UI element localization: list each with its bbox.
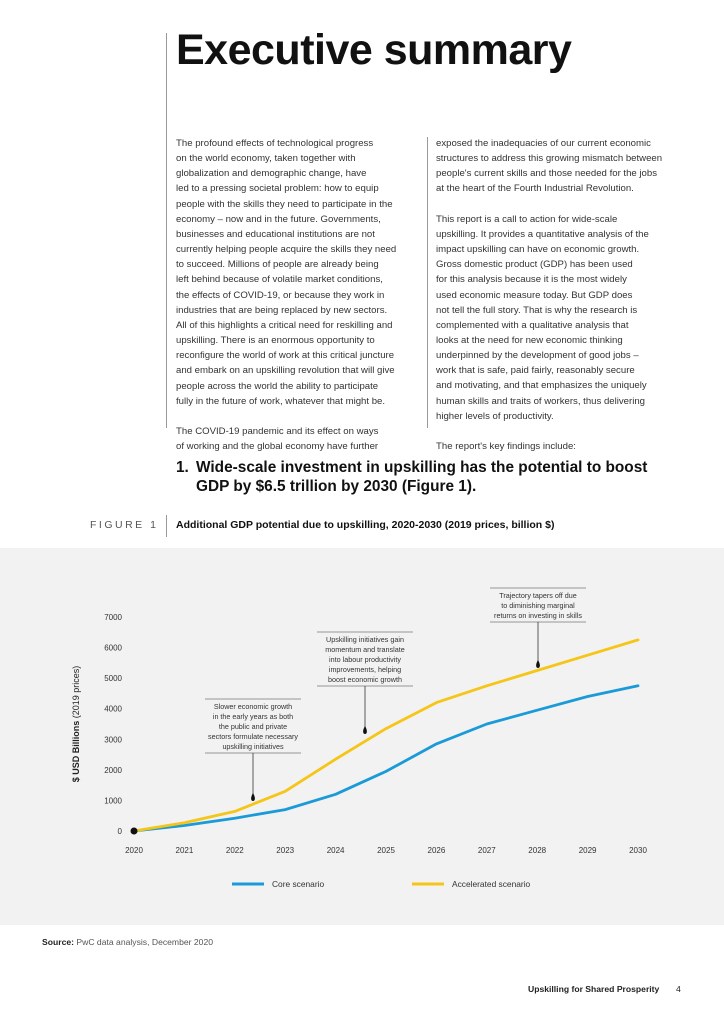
annotation-text: to diminishing marginal bbox=[501, 601, 575, 610]
source-note bbox=[42, 937, 213, 947]
x-tick-label: 2026 bbox=[427, 846, 446, 855]
annotation-pin-icon bbox=[536, 660, 540, 668]
y-tick-label: 0 bbox=[117, 827, 122, 836]
annotation-text: Slower economic growth bbox=[213, 702, 293, 711]
paragraph: The report's key findings include: bbox=[436, 441, 576, 453]
y-axis-title bbox=[71, 666, 81, 783]
y-tick-label: 6000 bbox=[104, 643, 122, 653]
y-tick-label: 2000 bbox=[104, 765, 122, 775]
text-column-right bbox=[436, 136, 686, 469]
x-tick-label: 2022 bbox=[225, 846, 244, 855]
y-axis-title-rest: (2019 prices) bbox=[71, 665, 81, 721]
line-chart bbox=[0, 548, 724, 925]
annotation-text: into labour productivity bbox=[329, 655, 401, 664]
paragraph: This report is a call to action for wide-scale upskilling. It provides a quantitative analysis of the impact upskilling can have on economic growth. Gross domestic product (GDP) has been used for this analysis because it is the most widely used economic measure today. But GDP does not tell the full story. That is why the research is complemented with a qualitative analysis that looks at the need for new economic thinking underpinned by the development of good jobs – work that is safe, paid fairly, reasonably secure and motivating, and that emphasizes the uniquely human skills and traits of workers, thus delivering higher levels of productivity. bbox=[436, 213, 649, 422]
page-number: 4 bbox=[676, 984, 681, 994]
x-tick-label: 2030 bbox=[629, 846, 647, 855]
annotation-text: improvements, helping bbox=[328, 665, 402, 674]
annotation-pin-icon bbox=[251, 793, 255, 801]
x-tick-label: 2025 bbox=[377, 846, 395, 855]
annotation-text: sectors formulate necessary bbox=[208, 732, 298, 741]
paragraph: exposed the inadequacies of our current economic structures to address this growing mismatch between people's current skills and those needed for the jobs at the heart of the Fourth Industrial Revolution. bbox=[436, 138, 663, 195]
paragraph: The COVID-19 pandemic and its effect on ways of working and the global economy have further bbox=[176, 425, 379, 453]
x-tick-label: 2021 bbox=[175, 846, 194, 855]
origin-point bbox=[131, 828, 138, 835]
finding-text: Wide-scale investment in upskilling has the potential to boost GDP by $6.5 trillion by 2030 (Figure 1). bbox=[196, 459, 648, 495]
legend-label: Accelerated scenario bbox=[452, 879, 531, 889]
y-tick-label: 4000 bbox=[104, 704, 122, 714]
core-scenario-line bbox=[134, 686, 638, 831]
paragraph: The profound effects of technological progress on the world economy, taken together with globalization and demographic change, have led to a pressing societal problem: how to equip people with the skills they need to participate in the economy – now and in the future. Governments, businesses and educational institutions are not currently helping people acquire the skills they need to succeed. Millions of people are already being left behind because of volatile market conditions, the effects of COVID-19, or because they work in industries that are being replaced by new sectors. All of this highlights a critical need for reskilling and upskilling. There is an enormous opportunity to reconfigure the world of work at this critical juncture and embark on an upskilling revolution that will give people across the world the ability to participate fully in the future of work, whatever that might be. bbox=[176, 138, 397, 407]
finding-number: 1. bbox=[176, 459, 189, 476]
annotation-text: boost economic growth bbox=[328, 675, 402, 684]
annotation-text: momentum and translate bbox=[325, 645, 405, 654]
annotation-text: returns on investing in skills bbox=[494, 611, 582, 620]
legend-label: Core scenario bbox=[272, 879, 325, 889]
text-column-left bbox=[176, 136, 421, 469]
column-rule bbox=[427, 137, 428, 428]
figure-rule bbox=[166, 515, 167, 537]
source-label: Source: bbox=[42, 937, 74, 947]
x-tick-label: 2024 bbox=[326, 846, 345, 855]
figure-caption: Additional GDP potential due to upskilling, 2020-2030 (2019 prices, billion $) bbox=[176, 519, 555, 531]
x-tick-label: 2028 bbox=[528, 846, 547, 855]
annotation-text: Upskilling initiatives gain bbox=[326, 635, 404, 644]
y-axis-title-bold: $ USD Billions bbox=[71, 720, 81, 783]
y-tick-label: 7000 bbox=[104, 613, 122, 622]
annotation-text: in the early years as both bbox=[212, 712, 294, 721]
footer-title: Upskilling for Shared Prosperity bbox=[528, 984, 660, 994]
y-tick-label: 1000 bbox=[104, 796, 122, 806]
page-title: Executive summary bbox=[176, 26, 572, 74]
annotation-text: upskilling initiatives bbox=[222, 742, 284, 751]
title-rule bbox=[166, 33, 167, 428]
x-tick-label: 2029 bbox=[578, 846, 597, 855]
annotation-text: the public and private bbox=[218, 722, 288, 731]
annotation-text: Trajectory tapers off due bbox=[499, 591, 577, 600]
y-tick-label: 3000 bbox=[104, 735, 122, 745]
x-tick-label: 2027 bbox=[477, 846, 496, 855]
figure-label: FIGURE 1 bbox=[90, 519, 159, 531]
source-text: PwC data analysis, December 2020 bbox=[76, 937, 214, 947]
x-tick-label: 2023 bbox=[276, 846, 295, 855]
x-tick-label: 2020 bbox=[125, 846, 143, 855]
y-tick-label: 5000 bbox=[104, 674, 122, 684]
annotation-pin-icon bbox=[363, 726, 367, 734]
